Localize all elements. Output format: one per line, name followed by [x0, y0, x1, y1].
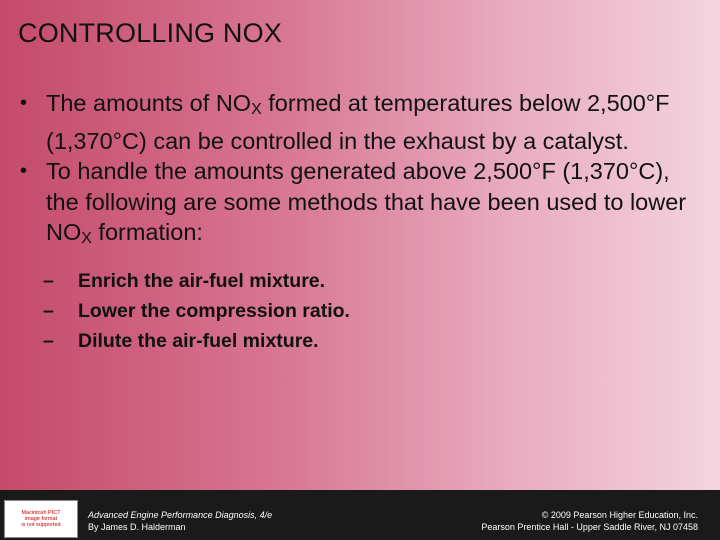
bullet-item [20, 88, 696, 156]
bullet-item [20, 156, 696, 255]
slide-footer [0, 490, 720, 540]
placeholder-text: is not supported [21, 522, 61, 528]
bullet-text: The amounts of NO [46, 90, 252, 116]
dash-marker: – [43, 269, 54, 292]
unsupported-image-placeholder [4, 500, 78, 538]
sub-bullet-text: Lower the compression ratio. [78, 299, 350, 322]
sub-bullet-list [0, 266, 720, 356]
placeholder-text: image format [24, 516, 58, 522]
bullet-marker: • [20, 92, 28, 114]
subscript: X [251, 101, 262, 118]
copyright-block [481, 509, 698, 533]
dash-marker: – [43, 329, 54, 352]
slide-body [0, 88, 720, 356]
subscript: X [81, 230, 92, 247]
copyright: © 2009 Pearson Higher Education, Inc. [541, 510, 698, 520]
book-title: Advanced Engine Performance Diagnosis, 4/e [88, 510, 273, 520]
bullet-marker: • [20, 160, 28, 182]
book-credit [88, 509, 272, 533]
sub-bullet-item [43, 326, 720, 356]
sub-bullet-text: Dilute the air-fuel mixture. [78, 329, 319, 352]
bullet-text: formed at temperatures below 2,500°F (1,370°C) can be controlled in the exhaust by a catalyst. [46, 90, 670, 154]
dash-marker: – [43, 299, 54, 322]
bullet-text: To handle the amounts generated above 2,500°F (1,370°C), the following are some methods that have been used to lower NO [46, 158, 687, 245]
publisher: Pearson Prentice Hall - Upper Saddle River, NJ 07458 [481, 522, 698, 532]
slide-title: CONTROLLING NOX [18, 18, 283, 48]
sub-bullet-item [43, 266, 720, 296]
sub-bullet-text: Enrich the air-fuel mixture. [78, 269, 326, 292]
author: By James D. Halderman [88, 522, 186, 532]
sub-bullet-item [43, 296, 720, 326]
placeholder-text: Macintosh PICT [21, 510, 61, 516]
bullet-text: formation: [91, 219, 203, 245]
